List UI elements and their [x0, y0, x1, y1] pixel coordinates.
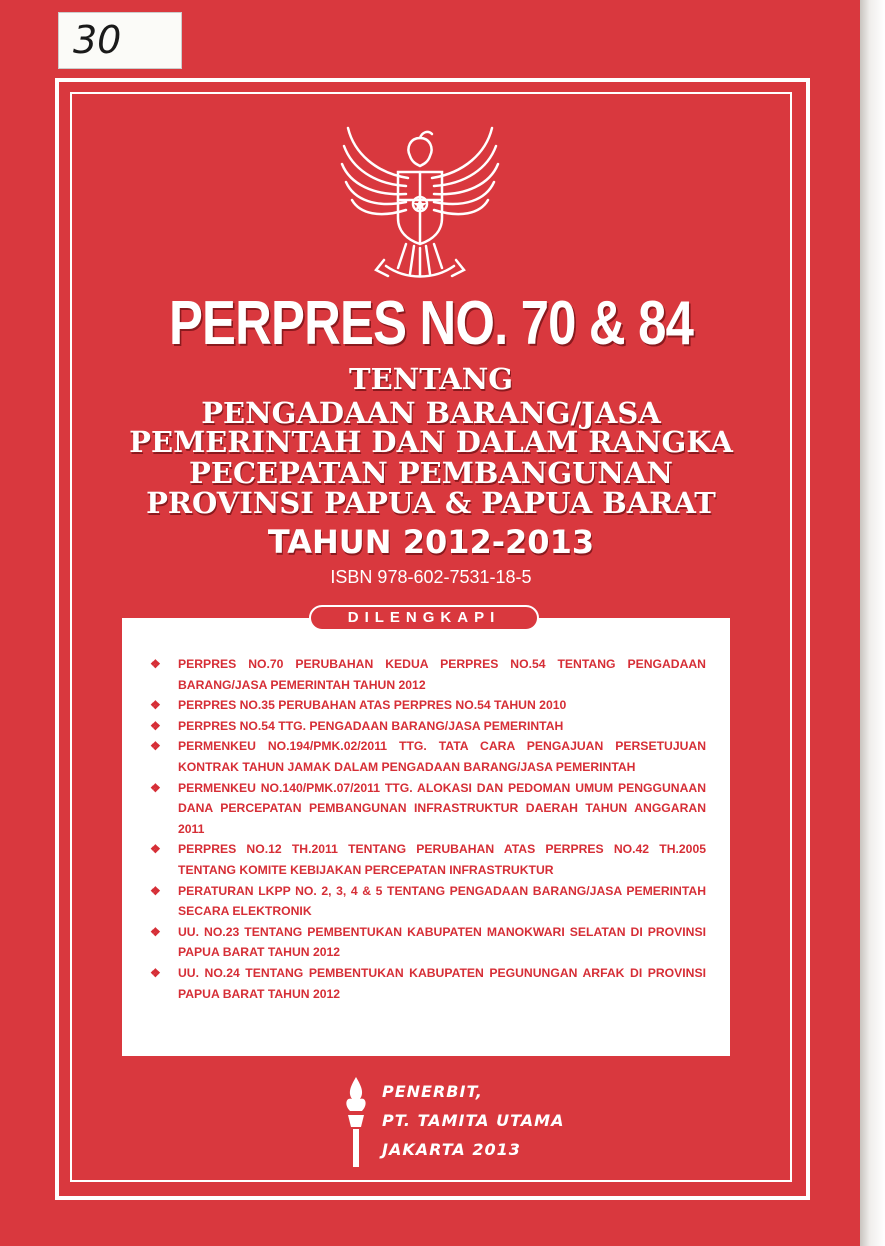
list-item: [150, 922, 706, 963]
publisher-label: PENERBIT,: [382, 1082, 483, 1101]
library-number-sticker: 30: [58, 12, 182, 69]
diamond-bullet-icon: ❖: [150, 739, 161, 754]
list-item-text: PERPRES NO.54 TTG. PENGADAAN BARANG/JASA PEMERINTAH: [178, 718, 564, 733]
page-edge: [860, 0, 885, 1246]
list-item: [150, 839, 706, 880]
diamond-bullet-icon: ❖: [150, 924, 161, 939]
list-item-text: PERATURAN LKPP NO. 2, 3, 4 & 5 TENTANG PENGADAAN BARANG/JASA PEMERINTAH SECARA ELEKTRONIK: [178, 883, 706, 919]
diamond-bullet-icon: ❖: [150, 657, 161, 671]
subtitle-line-2: PEMERINTAH DAN DALAM RANGKA: [129, 425, 733, 459]
publisher-text: [382, 1077, 564, 1164]
list-item: [150, 736, 706, 777]
subtitle-line-4: PROVINSI PAPUA & PAPUA BARAT: [146, 486, 716, 520]
list-item-text: PERMENKEU NO.140/PMK.07/2011 TTG. ALOKASI DAN PEDOMAN UMUM PENGGUNAAN DANA PERCEPATAN PEMBANGUNAN INFRASTRUKTUR DAERAH TAHUN ANGGARAN 2011: [178, 780, 706, 836]
torch-logo-icon: [340, 1075, 372, 1171]
list-item: [150, 695, 706, 716]
list-item-text: UU. NO.23 TENTANG PEMBENTUKAN KABUPATEN MANOKWARI SELATAN DI PROVINSI PAPUA BARAT TAHUN 2012: [178, 924, 706, 960]
contents-list: [150, 654, 706, 1004]
list-item: [150, 881, 706, 922]
dilengkapi-badge: DILENGKAPI: [309, 605, 539, 631]
list-item-text: UU. NO.24 TENTANG PEMBENTUKAN KABUPATEN PEGUNUNGAN ARFAK DI PROVINSI PAPUA BARAT TAHUN 2012: [178, 965, 706, 1001]
isbn-number: ISBN 978-602-7531-18-5: [330, 567, 532, 587]
publisher-city-year: JAKARTA 2013: [382, 1140, 521, 1159]
diamond-bullet-icon: ❖: [150, 718, 161, 733]
publisher-name: PT. TAMITA UTAMA: [382, 1111, 565, 1130]
list-item-text: PERPRES NO.70 PERUBAHAN KEDUA PERPRES NO.54 TENTANG PENGADAAN BARANG/JASA PEMERINTAH TAHUN 2012: [178, 657, 706, 692]
diamond-bullet-icon: ❖: [150, 883, 161, 898]
year-range: TAHUN 2012-2013: [267, 523, 595, 561]
publisher-block: [340, 1075, 600, 1175]
list-item-text: PERMENKEU NO.194/PMK.02/2011 TTG. TATA CARA PENGAJUAN PERSETUJUAN KONTRAK TAHUN JAMAK DALAM PENGADAAN BARANG/JASA PEMERINTAH: [178, 739, 706, 774]
book-title: PERPRES NO. 70 & 84: [168, 289, 694, 358]
diamond-bullet-icon: ❖: [150, 698, 161, 713]
subtitle-line-1: PENGADAAN BARANG/JASA: [201, 396, 661, 430]
list-item-text: PERPRES NO.35 PERUBAHAN ATAS PERPRES NO.54 TAHUN 2010: [178, 698, 567, 713]
subtitle-line-3: PECEPATAN PEMBANGUNAN: [189, 456, 673, 490]
garuda-emblem-icon: [336, 118, 504, 288]
list-item: [150, 716, 706, 737]
list-item: [150, 778, 706, 840]
subtitle-tentang: TENTANG: [349, 362, 513, 396]
list-item-text: PERPRES NO.12 TH.2011 TENTANG PERUBAHAN ATAS PERPRES NO.42 TH.2005 TENTANG KOMITE KEBIJAKAN PERCEPATAN INFRASTRUKTUR: [178, 842, 706, 877]
diamond-bullet-icon: ❖: [150, 780, 161, 795]
list-item: [150, 963, 706, 1004]
diamond-bullet-icon: ❖: [150, 842, 161, 857]
diamond-bullet-icon: ❖: [150, 965, 161, 980]
list-item: [150, 654, 706, 695]
